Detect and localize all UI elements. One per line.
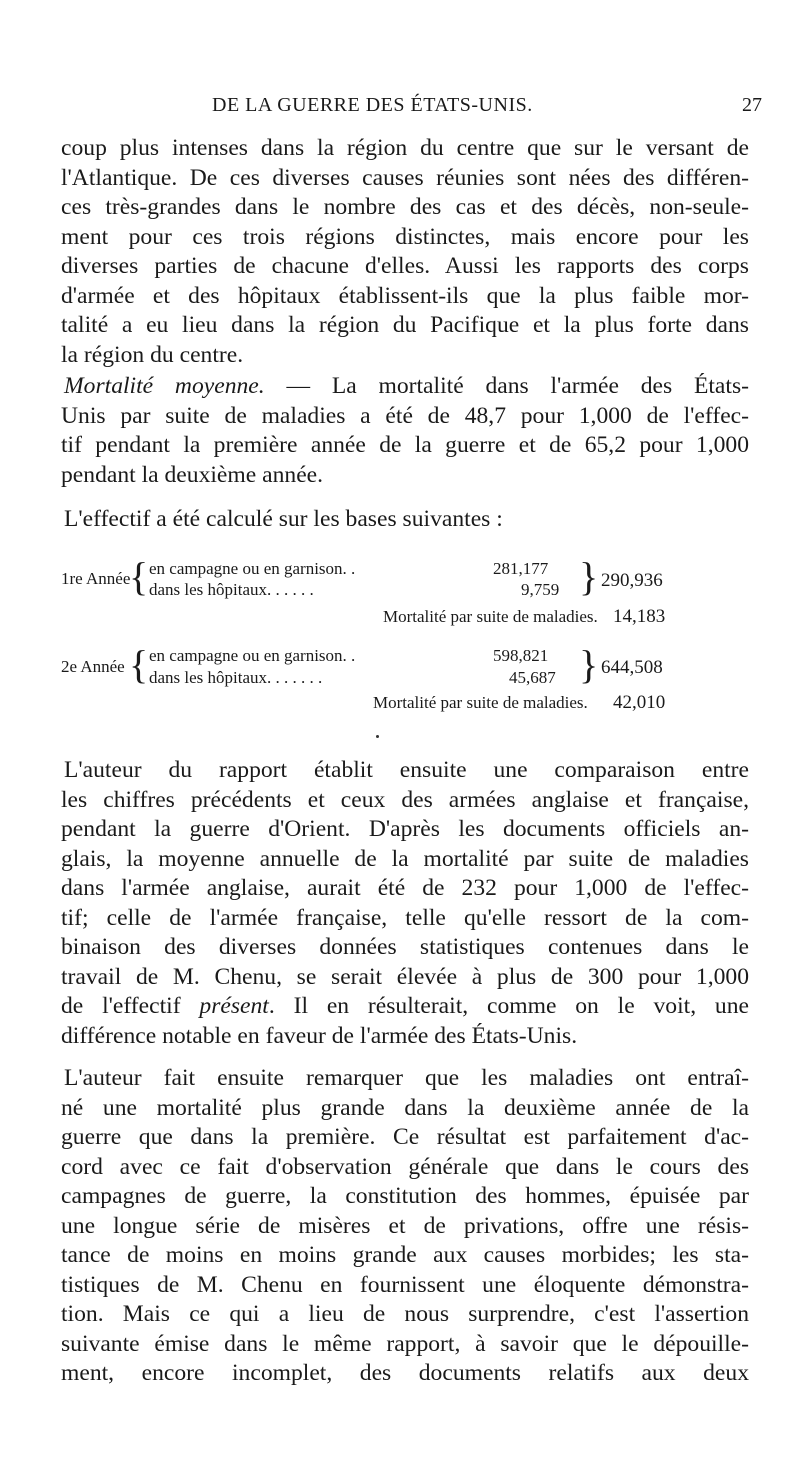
text-line: suivante émise dans le même rapport, à savoir que le dépouille- [61, 1330, 749, 1357]
text-run: de l'effectif [61, 993, 200, 1019]
text-line: tance de moins en moins grande aux causes morbides; les sta- [61, 1242, 749, 1268]
text-run: — La mortalité dans l'armée des États- [264, 373, 749, 399]
total-value: 290,936 [601, 570, 663, 591]
row-label: en campagne ou en garnison. . [149, 646, 356, 665]
text-line: glais, la moyenne annuelle de la mortalité par suite de maladies [61, 845, 749, 872]
emphasis: présent [199, 993, 269, 1019]
text-line: la région du centre. [61, 341, 244, 368]
text-line: diverses parties de chacune d'elles. Aussi les rapports des corps [61, 253, 749, 279]
separator-dot [376, 735, 379, 738]
effectif-table [61, 554, 751, 732]
right-brace: } [579, 554, 599, 599]
text-line [61, 992, 749, 1022]
text-line: les chiffres précédents et ceux des armées anglaise et française, [61, 786, 749, 813]
text-line: tif pendant la première année de la guerre et de 65,2 pour 1,000 [61, 432, 749, 458]
text-line: cord avec ce fait d'observation générale que dans le cours des [61, 1153, 749, 1180]
left-brace: { [129, 642, 149, 687]
total-value: 644,508 [601, 657, 663, 678]
text-line: ment pour ces trois régions distinctes, mais encore pour les [61, 223, 749, 250]
row-value: 598,821 [493, 646, 549, 665]
text-line: d'armée et des hôpitaux établissent-ils que la plus faible mor- [61, 282, 749, 309]
paragraph-remarque [61, 1064, 749, 1389]
paragraph-mortalite-moyenne [61, 372, 749, 490]
left-brace: { [129, 554, 149, 599]
text-line: ces très-grandes dans le nombre des cas et des décès, non-seule- [61, 194, 749, 220]
row-value: 9,759 [521, 580, 560, 599]
row-label: dans les hôpitaux. . . . . . . [149, 668, 323, 687]
text-line: pendant la deuxième année. [61, 461, 324, 488]
text-line [61, 372, 749, 402]
row-label: en campagne ou en garnison. . [149, 559, 356, 578]
page-number: 27 [742, 94, 762, 116]
year-1-label: 1re Année [61, 569, 131, 588]
text-line: ment, encore incomplet, des documents relatifs aux deux [61, 1360, 749, 1386]
text-line: L'auteur fait ensuite remarquer que les maladies ont entraî- [64, 1065, 749, 1091]
paragraph-comparaison [61, 756, 749, 1051]
text-line: L'effectif a été calculé sur les bases suivantes : [64, 506, 503, 532]
text-line: pendant la guerre d'Orient. D'après les documents officiels an- [61, 816, 749, 842]
text-line: tif; celle de l'armée française, telle qu'elle ressort de la com- [61, 904, 749, 931]
mortality-value: 14,183 [613, 606, 666, 627]
text-line: dans l'armée anglaise, aurait été de 232 pour 1,000 de l'effec- [61, 875, 749, 901]
right-brace: } [579, 642, 599, 687]
text-line: tistiques de M. Chenu en fournissent une éloquente démonstra- [61, 1271, 749, 1298]
mortality-value: 42,010 [613, 692, 666, 713]
text-line: l'Atlantique. De ces diverses causes réunies sont nées des différen- [61, 164, 749, 191]
row-value: 281,177 [493, 559, 549, 578]
paragraph-1 [61, 134, 749, 370]
paragraph-effectif [61, 505, 749, 535]
text-line: binaison des diverses données statistiques contenues dans le [61, 934, 749, 960]
mortality-label: Mortalité par suite de maladies. [373, 693, 588, 712]
text-line: guerre que dans la première. Ce résultat est parfaitement d'ac- [61, 1124, 749, 1150]
text-line: tion. Mais ce qui a lieu de nous surprendre, c'est l'assertion [61, 1301, 749, 1327]
text-line: travail de M. Chenu, se serait élevée à plus de 300 pour 1,000 [61, 963, 749, 990]
year-2-label: 2e Année [61, 657, 125, 676]
running-title: DE LA GUERRE DES ÉTATS-UNIS. [212, 94, 533, 116]
text-line: né une mortalité plus grande dans la deuxième année de la [61, 1094, 749, 1121]
section-heading: Mortalité moyenne. [64, 373, 265, 399]
mortality-label: Mortalité par suite de maladies. [383, 607, 598, 626]
text-line: campagnes de guerre, la constitution des hommes, épuisée par [61, 1183, 749, 1209]
text-line: Unis par suite de maladies a été de 48,7 pour 1,000 de l'effec- [61, 402, 749, 429]
text-line: talité a eu lieu dans la région du Pacifique et la plus forte dans [61, 312, 749, 338]
running-header [0, 94, 800, 124]
text-line: différence notable en faveur de l'armée des États-Unis. [61, 1022, 578, 1049]
text-line: une longue série de misères et de privations, offre une résis- [61, 1212, 749, 1239]
row-label: dans les hôpitaux. . . . . . [149, 580, 314, 599]
row-value: 45,687 [509, 668, 556, 687]
text-line: L'auteur du rapport établit ensuite une comparaison entre [64, 757, 749, 783]
text-run: . Il en résulterait, comme on le voit, une [268, 993, 750, 1019]
text-line: coup plus intenses dans la région du centre que sur le versant de [61, 135, 749, 161]
